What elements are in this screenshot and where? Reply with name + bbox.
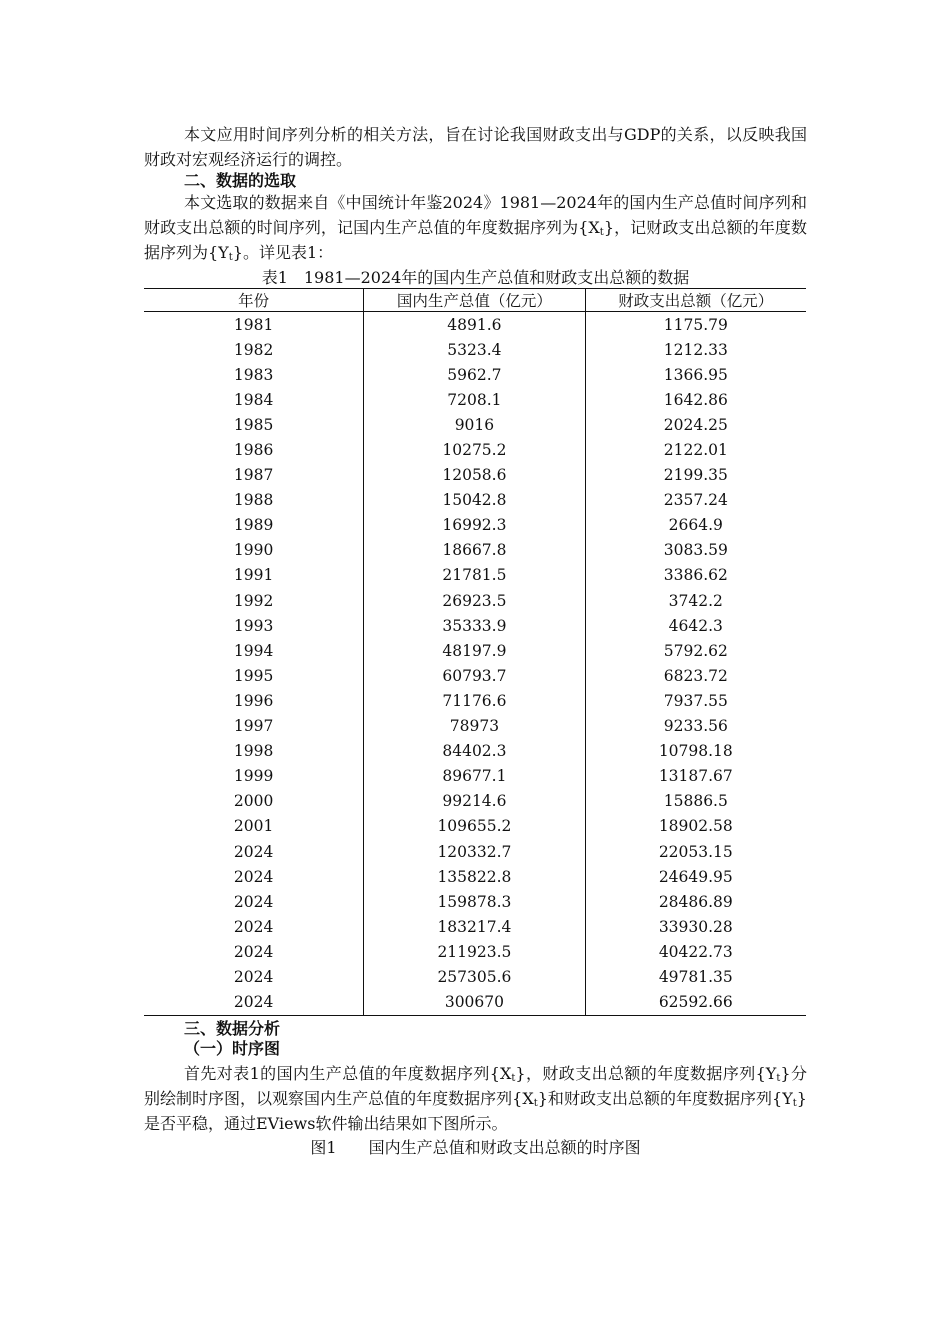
cell-year: 1992 [233, 591, 274, 610]
cell-gdp: 89677.1 [364, 764, 585, 789]
cell-year: 1998 [233, 742, 274, 761]
cell-gdp: 12058.6 [364, 463, 585, 488]
cell-gdp: 5323.4 [364, 337, 585, 362]
cell-gdp: 120332.7 [364, 839, 585, 864]
cell-fiscal-spending: 5792.62 [663, 641, 728, 660]
cell-fiscal-spending: 6823.72 [663, 666, 728, 685]
subscript-t: t [228, 252, 233, 263]
data-source-text-1: 本文选取的数据来自《中国统计年鉴2024》1981—2024年的国内生产总值时间序列和财政支出总额的时间序列，记国内生产总值的年度数据序列为{X [144, 193, 807, 237]
table-row [144, 864, 806, 889]
cell-fiscal-spending: 24649.95 [658, 867, 733, 886]
cell-fiscal-spending: 1366.95 [663, 365, 728, 384]
intro-paragraph: 本文应用时间序列分析的相关方法，旨在讨论我国财政支出与GDP的关系，以反映我国财政对宏观经济运行的调控。 [144, 125, 807, 169]
cell-fiscal-spending: 4642.3 [668, 616, 723, 635]
table-row [144, 914, 806, 939]
cell-fiscal-spending: 3083.59 [663, 541, 728, 560]
cell-fiscal-spending: 7937.55 [663, 691, 728, 710]
cell-fiscal-spending: 49781.35 [658, 967, 733, 986]
cell-gdp: 26923.5 [364, 588, 585, 613]
cell-year: 1981 [233, 315, 274, 334]
cell-gdp: 159878.3 [364, 889, 585, 914]
cell-year: 1987 [233, 466, 274, 485]
cell-year: 1996 [233, 691, 274, 710]
cell-fiscal-spending: 22053.15 [658, 842, 733, 861]
cell-year: 2024 [233, 967, 274, 986]
header-gdp: 国内生产总值（亿元） [364, 289, 585, 312]
cell-fiscal-spending: 1642.86 [663, 390, 728, 409]
cell-fiscal-spending: 9233.56 [663, 717, 728, 736]
cell-year: 1989 [233, 516, 274, 535]
cell-gdp: 257305.6 [364, 964, 585, 989]
table-row [144, 387, 806, 412]
cell-fiscal-spending: 33930.28 [658, 917, 733, 936]
subscript-t: t [599, 227, 604, 238]
table-row [144, 337, 806, 362]
cell-year: 2024 [233, 867, 274, 886]
cell-fiscal-spending: 2664.9 [668, 516, 723, 535]
cell-gdp: 211923.5 [364, 939, 585, 964]
table-row [144, 789, 806, 814]
cell-fiscal-spending: 2122.01 [663, 441, 728, 460]
analysis-text-3: }分别绘制时序图，以观察国内生产总值的年度数据序列{X [144, 1063, 807, 1108]
cell-gdp: 7208.1 [364, 387, 585, 412]
table-row [144, 613, 806, 638]
data-source-text-2: }，记财政支出总额的年度数据序列为{Y [144, 218, 807, 262]
table-row [144, 412, 806, 437]
table-row [144, 714, 806, 739]
cell-fiscal-spending: 28486.89 [658, 892, 733, 911]
subscript-t: t [792, 1097, 797, 1109]
table-row [144, 312, 806, 338]
cell-fiscal-spending: 13187.67 [658, 767, 733, 786]
table-header-row [144, 289, 806, 312]
cell-gdp: 21781.5 [364, 563, 585, 588]
data-table [144, 288, 806, 1016]
cell-fiscal-spending: 15886.5 [663, 792, 728, 811]
analysis-text-2: }，财政支出总额的年度数据序列{Y [515, 1063, 777, 1083]
table-row [144, 563, 806, 588]
cell-gdp: 183217.4 [364, 914, 585, 939]
table-row [144, 764, 806, 789]
table-row [144, 964, 806, 989]
table-row [144, 538, 806, 563]
table-row [144, 739, 806, 764]
cell-gdp: 4891.6 [364, 312, 585, 338]
cell-gdp: 48197.9 [364, 638, 585, 663]
cell-year: 1988 [233, 491, 274, 510]
header-year: 年份 [144, 289, 364, 312]
cell-fiscal-spending: 10798.18 [658, 742, 733, 761]
cell-fiscal-spending: 2357.24 [663, 491, 728, 510]
cell-gdp: 109655.2 [364, 814, 585, 839]
cell-gdp: 9016 [364, 412, 585, 437]
cell-year: 1997 [233, 717, 274, 736]
analysis-text-4: }和财政支出总额的年度数据序列{Y [537, 1088, 793, 1108]
cell-year: 1986 [233, 441, 274, 460]
cell-gdp: 84402.3 [364, 739, 585, 764]
cell-year: 1994 [233, 641, 274, 660]
table-row [144, 513, 806, 538]
cell-gdp: 78973 [364, 714, 585, 739]
table-caption: 表1 1981—2024年的国内生产总值和财政支出总额的数据 [261, 268, 690, 287]
cell-year: 2024 [233, 993, 274, 1012]
table-row [144, 588, 806, 613]
table-row [144, 362, 806, 387]
cell-gdp: 18667.8 [364, 538, 585, 563]
table-row [144, 638, 806, 663]
cell-fiscal-spending: 1212.33 [663, 340, 728, 359]
cell-fiscal-spending: 62592.66 [658, 993, 733, 1012]
cell-year: 1999 [233, 767, 274, 786]
table-row [144, 990, 806, 1016]
figure-caption: 图1 国内生产总值和财政支出总额的时序图 [310, 1137, 641, 1157]
cell-year: 1990 [233, 541, 274, 560]
subscript-t: t [511, 1072, 516, 1084]
cell-gdp: 99214.6 [364, 789, 585, 814]
table-row [144, 488, 806, 513]
analysis-paragraph [144, 1061, 807, 1136]
cell-year: 2024 [233, 942, 274, 961]
table-body [144, 312, 806, 1016]
cell-year: 2024 [233, 892, 274, 911]
cell-year: 1991 [233, 566, 274, 585]
cell-fiscal-spending: 2024.25 [663, 415, 728, 434]
cell-gdp: 10275.2 [364, 437, 585, 462]
cell-gdp: 5962.7 [364, 362, 585, 387]
cell-fiscal-spending: 3742.2 [668, 591, 723, 610]
table-row [144, 939, 806, 964]
cell-gdp: 135822.8 [364, 864, 585, 889]
cell-gdp: 300670 [364, 990, 585, 1016]
cell-year: 1995 [233, 666, 274, 685]
data-source-text-3: }。详见表1： [232, 243, 334, 262]
section-heading-data-selection: 二、数据的选取 [184, 171, 297, 190]
cell-fiscal-spending: 3386.62 [663, 566, 728, 585]
table-row [144, 889, 806, 914]
header-fiscal-spending: 财政支出总额（亿元） [585, 289, 806, 312]
cell-year: 2024 [233, 842, 274, 861]
analysis-text-5: }是否平稳，通过EViews软件输出结果如下图所示。 [144, 1088, 807, 1133]
subscript-t: t [533, 1097, 538, 1109]
cell-fiscal-spending: 1175.79 [663, 315, 728, 334]
table-row [144, 663, 806, 688]
cell-year: 1984 [233, 390, 274, 409]
data-source-paragraph [144, 190, 807, 265]
cell-fiscal-spending: 40422.73 [658, 942, 733, 961]
cell-gdp: 15042.8 [364, 488, 585, 513]
cell-year: 1982 [233, 340, 274, 359]
section-heading-data-analysis: 三、数据分析 [184, 1018, 281, 1038]
cell-gdp: 35333.9 [364, 613, 585, 638]
cell-year: 2000 [233, 792, 274, 811]
cell-gdp: 16992.3 [364, 513, 585, 538]
table-row [144, 814, 806, 839]
table-row [144, 463, 806, 488]
table-row [144, 839, 806, 864]
cell-year: 2024 [233, 917, 274, 936]
subscript-t: t [776, 1072, 781, 1084]
cell-fiscal-spending: 2199.35 [663, 466, 728, 485]
table-row [144, 437, 806, 462]
document-page [144, 0, 807, 1158]
subsection-heading-time-series: （一）时序图 [184, 1038, 281, 1058]
cell-year: 2001 [233, 817, 274, 836]
cell-year: 1985 [233, 415, 274, 434]
cell-gdp: 71176.6 [364, 688, 585, 713]
cell-fiscal-spending: 18902.58 [658, 817, 733, 836]
cell-year: 1983 [233, 365, 274, 384]
cell-year: 1993 [233, 616, 274, 635]
table-row [144, 688, 806, 713]
cell-gdp: 60793.7 [364, 663, 585, 688]
analysis-text-1: 首先对表1的国内生产总值的年度数据序列{X [184, 1063, 512, 1083]
